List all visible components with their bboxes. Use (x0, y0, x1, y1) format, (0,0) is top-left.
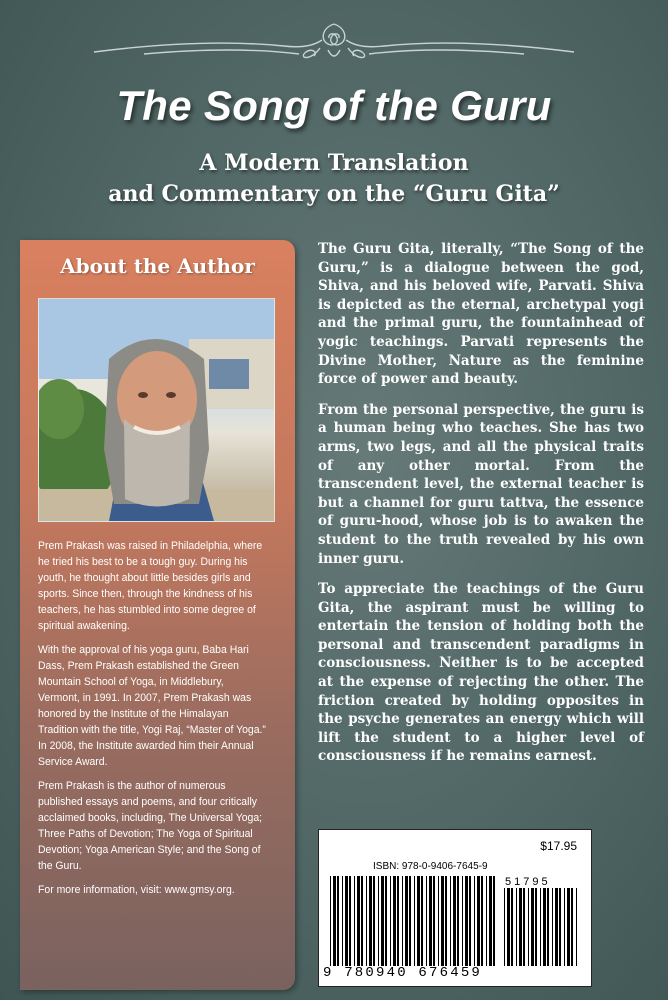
barcode-addon (503, 888, 581, 966)
author-photo (38, 298, 275, 522)
barcode-bar (345, 876, 348, 966)
barcode-bar (504, 888, 505, 966)
barcode-bar (576, 888, 577, 966)
barcode-bar (405, 876, 408, 966)
bio-paragraph: Prem Prakash is the author of numerous published essays and poems, and four critically acclaimed books, including, The Universal Yoga; Three Paths of Devotion; The Yoga of Spiritual Devotion; Yoga American Style; and the Song of the Guru. (38, 780, 263, 872)
barcode-bar (507, 888, 510, 966)
barcode-main (329, 876, 499, 966)
barcode-bar (378, 876, 379, 966)
barcode-bar (486, 876, 487, 966)
barcode-bar (555, 888, 558, 966)
barcode-bar (571, 888, 573, 966)
barcode-bar (349, 876, 351, 966)
barcode-bar (469, 876, 471, 966)
barcode-bar (361, 876, 363, 966)
barcode-bar (357, 876, 360, 966)
barcode-bar (429, 876, 432, 966)
barcode-bar (477, 876, 480, 966)
barcode-bar (450, 876, 451, 966)
barcode-bar (511, 888, 513, 966)
description-paragraph: From the personal perspective, the guru is a human being who teaches. She has two arms, two legs, and all the physical traits of any other mortal. From the transcendent level, the external teacher is but a channel for guru tattva, the essence of guru-hood, whose job is to awaken the student to the truth revealed by his own inner guru. (318, 401, 644, 567)
about-author-heading: About the Author (60, 254, 255, 278)
barcode-bar (433, 876, 435, 966)
barcode-bar (337, 876, 339, 966)
description-paragraph: The Guru Gita, literally, “The Song of the Guru,” is a dialogue between the god, Shiva, and his beloved wife, Parvati. Shiva is depicted as the eternal, archetypal yogi and the primal guru, the fountainhead of yogic teachings. Parvati represents the Divine Mother, Nature as the feminine force of power and beauty. (318, 241, 644, 388)
barcode-bar (441, 876, 444, 966)
barcode-bar (402, 876, 403, 966)
barcode-bar (540, 888, 541, 966)
isbn-barcode-box (318, 829, 592, 987)
barcode-bar (493, 876, 495, 966)
barcode-bar (465, 876, 468, 966)
barcode-bar (481, 876, 483, 966)
barcode-bar (552, 888, 553, 966)
bio-website: For more information, visit: www.gmsy.org. (38, 884, 235, 896)
barcode-bar (474, 876, 475, 966)
barcode-bar (528, 888, 529, 966)
subtitle-line-1: A Modern Translation (199, 150, 469, 176)
barcode-bar (390, 876, 391, 966)
barcode-bar (457, 876, 459, 966)
barcode-bar (531, 888, 534, 966)
barcode-bar (453, 876, 456, 966)
barcode-addon-digits: 51795 (505, 876, 551, 888)
barcode-bar (445, 876, 447, 966)
subtitle-line-2: and Commentary on the “Guru Gita” (108, 181, 560, 207)
barcode-bar (330, 876, 331, 966)
barcode-bar (369, 876, 372, 966)
barcode-bar (417, 876, 420, 966)
ornament-divider (84, 18, 584, 68)
barcode-bar (381, 876, 384, 966)
bio-paragraph: With the approval of his yoga guru, Baba Hari Dass, Prem Prakash established the Green Mountain School of Yoga, in Middlebury, Vermont, in 1991. In 2007, Prem Prakash was honored by the Institute of the Himalayan Tradition with the title, Yogi Raj, “Master of Yoga.” In 2008, the Institute awarded him their Annual Service Award. (38, 644, 266, 768)
barcode-bar (354, 876, 355, 966)
barcode-bar (462, 876, 463, 966)
barcode-bar (397, 876, 399, 966)
barcode-bar (438, 876, 439, 966)
price-label: $17.95 (540, 839, 577, 853)
barcode-bar (519, 888, 522, 966)
barcode-bar (535, 888, 537, 966)
barcode-bar (333, 876, 336, 966)
description-paragraph: To appreciate the teachings of the Guru Gita, the aspirant must be willing to entertain the tension of holding both the personal and transcendent paradigms in consciousness. Neither is to be accepted at the expense of rejecting the other. The friction created by holding opposites in the psyche generates an energy which will lift the student to a higher level of consciousness if he remains earnest. (318, 581, 644, 765)
about-author-panel (20, 240, 295, 990)
barcode-bar (421, 876, 423, 966)
bio-paragraph: Prem Prakash was raised in Philadelphia, where he tried his best to be a tough guy. During his youth, he thought about little besides girls and sports. Since then, through the kindness of his teachers, he has stumbled into some degree of spiritual awakening. (38, 540, 263, 632)
barcode-bar (523, 888, 525, 966)
barcode-bar (489, 876, 492, 966)
barcode-bar (567, 888, 570, 966)
barcode-bar (547, 888, 549, 966)
barcode-bar (414, 876, 415, 966)
barcode-bar (543, 888, 546, 966)
author-bio (38, 538, 266, 906)
barcode-bar (385, 876, 387, 966)
barcode-bar (366, 876, 367, 966)
barcode-bar (564, 888, 565, 966)
barcode-main-digits: 9 780940 676459 (323, 965, 483, 981)
barcode-bar (559, 888, 561, 966)
barcode-bar (373, 876, 375, 966)
barcode-bar (409, 876, 411, 966)
isbn-label: ISBN: 978-0-9406-7645-9 (373, 861, 488, 872)
barcode-bar (342, 876, 343, 966)
barcode-bar (426, 876, 427, 966)
barcode-bar (516, 888, 517, 966)
book-description (318, 240, 644, 778)
book-title: The Song of the Guru (116, 82, 552, 129)
barcode-bar (393, 876, 396, 966)
